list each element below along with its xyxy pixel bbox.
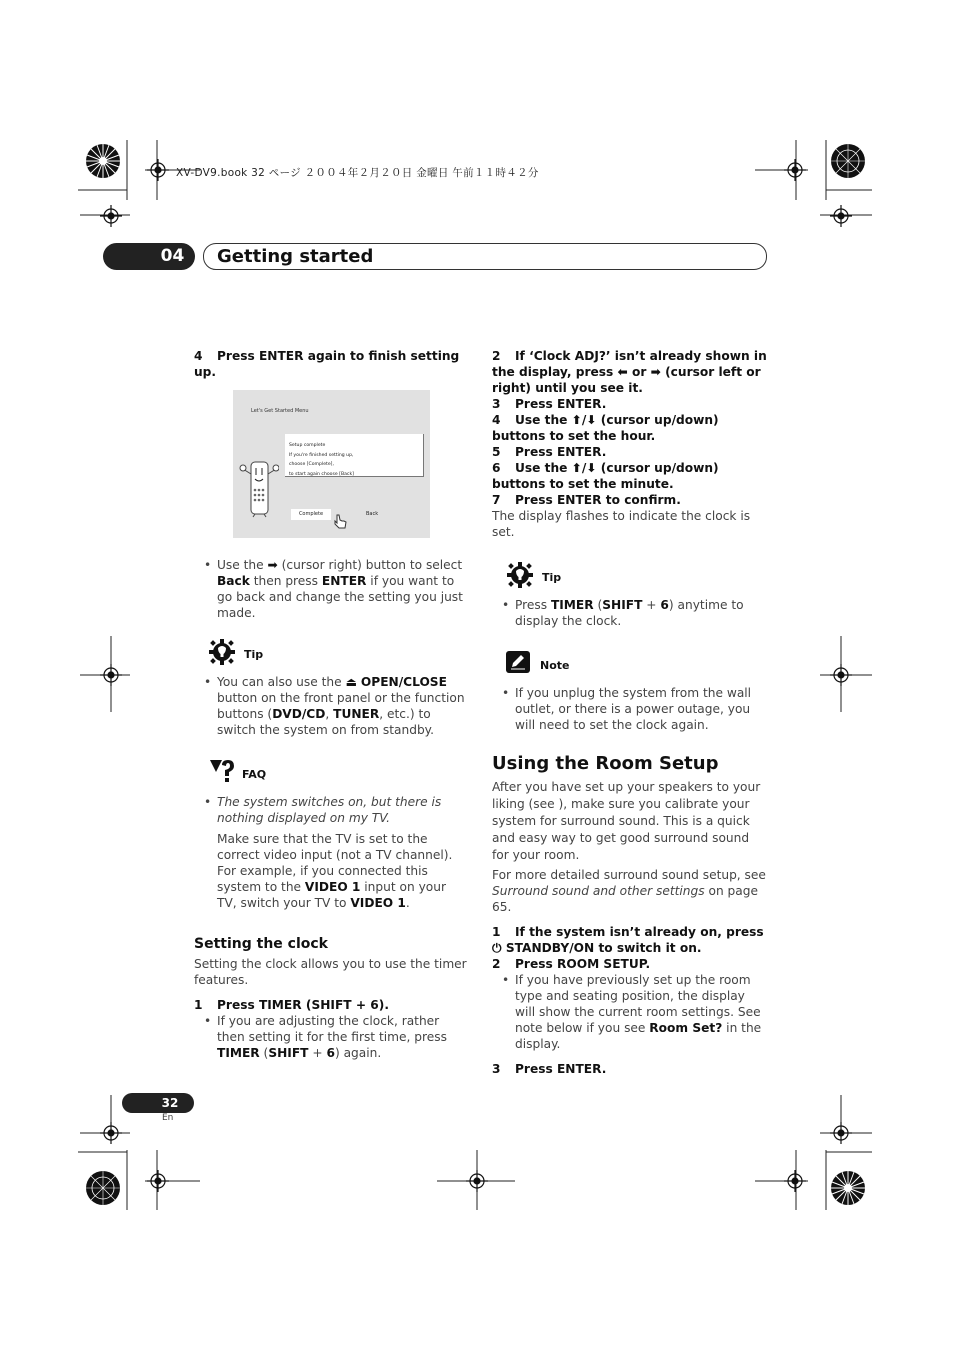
pencil-note-icon <box>506 651 530 673</box>
cursor-right-bullet: • Use the ➡ (cursor right) button to select Back then press ENTER if you want to go back and change the setting you just made. <box>194 557 469 621</box>
power-outage-note: • If you unplug the system from the wall outlet, or there is a power outage, you will need to set the clock again. <box>492 685 767 733</box>
tip-callout <box>194 638 469 674</box>
right-column <box>492 348 767 1077</box>
arrow-up-icon: ⬆ <box>571 461 582 475</box>
clock-step-4: 4 Use the ⬆/⬇ (cursor up/down) buttons to set the hour. <box>492 413 719 443</box>
tip-callout-right <box>492 561 767 597</box>
room-setup-para-2: For more detailed surround sound setup, see Surround sound and other settings on page 65. <box>492 868 766 914</box>
tip-label: Tip <box>244 648 264 661</box>
power-icon: ⏻ <box>492 941 502 955</box>
arrow-up-icon: ⬆ <box>571 413 582 427</box>
lightbulb-icon <box>208 638 236 666</box>
tip-label: Tip <box>542 571 562 584</box>
setting-the-clock-heading: Setting the clock <box>194 936 328 952</box>
clock-step-5: 5 Press ENTER. <box>492 445 607 459</box>
arrow-right-icon: ➡ <box>267 558 278 572</box>
faq-question-icon <box>208 758 238 784</box>
room-setup-heading: Using the Room Setup <box>492 753 719 774</box>
pointing-hand-icon <box>334 513 348 529</box>
clock-step-7: 7 Press ENTER to confirm. <box>492 493 681 507</box>
page-number: 32 <box>161 1096 179 1110</box>
setup-complete-screen <box>233 390 430 538</box>
complete-button: Complete <box>291 509 331 520</box>
faq-label: FAQ <box>242 768 267 781</box>
dialog-line: Setup complete <box>289 443 326 448</box>
left-column <box>194 348 469 1061</box>
page-language: En <box>162 1113 174 1123</box>
note-label: Note <box>540 659 570 672</box>
faq-answer: Make sure that the TV is set to the correct video input (not a TV channel). For example, if you connected this system to the VIDEO 1 input on your TV, switch your TV to VIDEO 1. <box>217 832 453 910</box>
arrow-left-icon: ⬅ <box>617 365 628 379</box>
book-filename: XV-DV9.book 32 ページ ２００４年２月２０日 金曜日 午前１１時４２分 <box>176 167 539 179</box>
dialog-line: If you're finished setting up, <box>289 453 354 458</box>
faq-callout <box>194 758 469 794</box>
arrow-right-icon: ➡ <box>650 365 661 379</box>
clock-step-7-desc: The display flashes to indicate the clock is set. <box>492 509 751 539</box>
room-setup-bullet: • If you have previously set up the room type and seating position, the display will show the current room settings. See note below if you see Room Set? in the display. <box>492 972 767 1052</box>
room-step-3: 3 Press ENTER. <box>492 1062 607 1076</box>
clock-step-6: 6 Use the ⬆/⬇ (cursor up/down) buttons to set the minute. <box>492 461 719 491</box>
lightbulb-icon <box>506 561 534 589</box>
dialog-line: choose [Complete], <box>289 462 334 467</box>
open-close-tip: • You can also use the ⏏ OPEN/CLOSE button on the front panel or the function buttons (DVD/CD, TUNER, etc.) to switch the system on from standby. <box>194 674 469 738</box>
faq-question: • The system switches on, but there is nothing displayed on my TV. <box>194 794 469 826</box>
chapter-number: 04 <box>160 246 185 266</box>
chapter-title: Getting started <box>217 246 374 267</box>
eject-icon: ⏏ <box>345 675 361 689</box>
timer-tip: • Press TIMER (SHIFT + 6) anytime to display the clock. <box>492 597 767 629</box>
arrow-down-icon: ⬇ <box>586 413 597 427</box>
step-4-finish: 4 Press ENTER again to finish setting up. <box>194 349 460 379</box>
remote-mascot-icon <box>239 460 279 518</box>
room-step-2: 2 Press ROOM SETUP. <box>492 957 651 971</box>
clock-step-1: 1 Press TIMER (SHIFT + 6). <box>194 998 389 1012</box>
room-step-1: 1 If the system isn’t already on, press ⏻ STANDBY/ON to switch it on. <box>492 925 764 955</box>
screen-menu-title: Let's Get Started Menu <box>251 408 309 414</box>
clock-step-3: 3 Press ENTER. <box>492 397 607 411</box>
arrow-down-icon: ⬇ <box>586 461 597 475</box>
room-setup-para-1: After you have set up your speakers to your liking (see ), make sure you calibrate your system for surround sound. This is a quick and easy way to get good surround sound for your room. <box>492 780 761 862</box>
note-callout <box>492 649 767 685</box>
clock-step-2: 2 If ‘Clock ADJ?’ isn’t already shown in the display, press ⬅ or ➡ (cursor left or right) until you see it. <box>492 349 767 395</box>
dialog-line: to start again choose [Back] <box>289 472 354 477</box>
clock-intro: Setting the clock allows you to use the timer features. <box>194 957 467 987</box>
clock-adjust-bullet: • If you are adjusting the clock, rather then setting it for the first time, press TIMER (SHIFT + 6) again. <box>194 1013 469 1061</box>
screen-dialog <box>285 434 424 477</box>
back-button: Back <box>366 511 379 517</box>
